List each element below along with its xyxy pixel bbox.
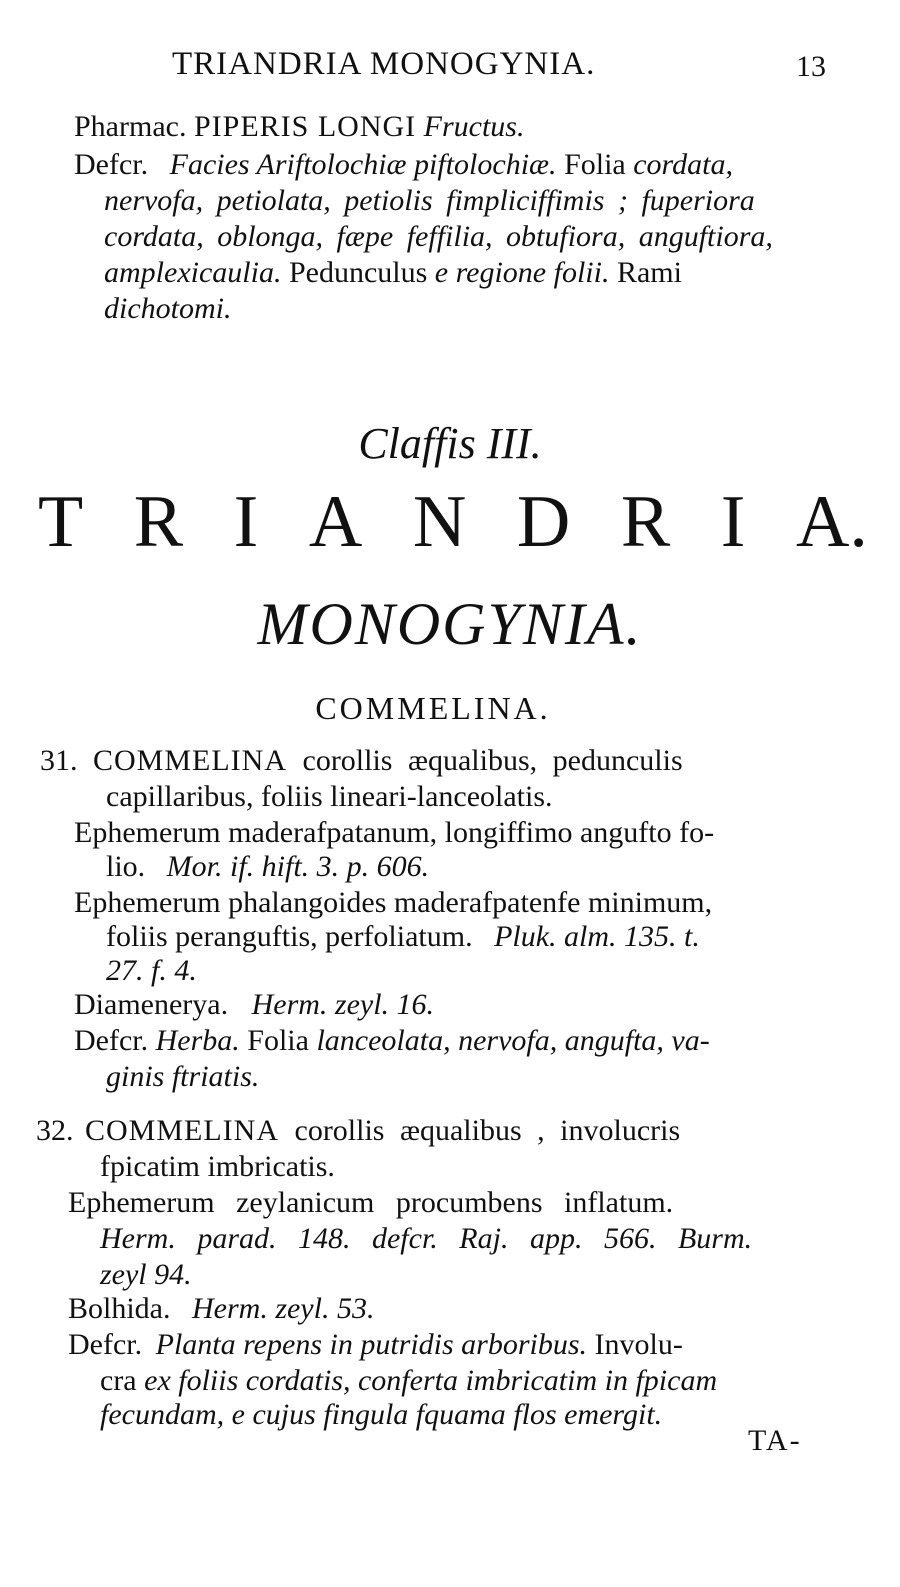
order-title: MONOGYNIA. <box>257 591 643 657</box>
entry-32-syn1-line-3: zeyl 94. <box>100 1258 192 1291</box>
genus-heading: COMMELINA. <box>315 690 551 726</box>
entry-31-syn3: Diamenerya. Herm. zeyl. 16. <box>74 988 435 1021</box>
catchword: TA- <box>748 1424 802 1457</box>
title-letter: N <box>412 481 467 563</box>
title-letter: A <box>308 481 363 563</box>
triandria-title <box>38 480 868 565</box>
title-letter: I <box>233 481 259 563</box>
entry-32-syn2: Bolhida. Herm. zeyl. 53. <box>68 1292 375 1325</box>
entry-31-syn2-line-3: 27. f. 4. <box>106 954 197 987</box>
entry-31-syn1-line-1: Ephemerum maderafpatanum, longiffimo angufto fo- <box>74 816 715 849</box>
entry-32-syn1-line-2: Herm. parad. 148. defcr. Raj. app. 566. Burm. <box>100 1222 753 1255</box>
title-letter: R <box>133 481 184 563</box>
entry-31-syn2-line-1: Ephemerum phalangoides maderafpatenfe minimum, <box>74 886 713 919</box>
entry-31-syn2-line-2: foliis peranguftis, perfoliatum. Pluk. alm. 135. t. <box>106 920 700 953</box>
pharmac-line: Pharmac. PIPERIS LONGI Fructus. <box>74 110 525 143</box>
title-letter: I <box>720 481 746 563</box>
entry-32-descr-line-3: fecundam, e cujus fingula fquama flos emergit. <box>100 1398 663 1431</box>
title-letter: D <box>516 481 571 563</box>
title-letter: A. <box>795 481 868 563</box>
entry-32-descr-line-1: Defcr. Planta repens in putridis arboribus. Involu- <box>68 1328 683 1361</box>
descr-line-1: Defcr. Facies Ariftolochiæ piftolochiæ. Folia cordata, <box>74 148 733 181</box>
entry-31-line-1: 31. COMMELINA corollis æqualibus, pedunculis <box>40 744 683 777</box>
entry-31-descr-line-1: Defcr. Herba. Folia lanceolata, nervofa, angufta, va- <box>74 1024 710 1057</box>
entry-31-descr-line-2: ginis ftriatis. <box>106 1060 260 1093</box>
class-title: Claffis III. <box>358 419 542 468</box>
descr-line-5: dichotomi. <box>104 292 232 325</box>
entry-32-syn1-line-1: Ephemerum zeylanicum procumbens inflatum. <box>68 1186 674 1219</box>
descr-line-4: amplexicaulia. Pedunculus e regione folii. Rami <box>104 256 682 289</box>
page-number: 13 <box>796 50 826 83</box>
entry-32-descr-line-2: cra ex foliis cordatis, conferta imbricatim in fpicam <box>100 1364 718 1397</box>
title-letter: R <box>620 481 671 563</box>
descr-line-2: nervofa, petiolata, petiolis fimpliciffimis ; fuperiora <box>104 184 755 217</box>
entry-31-line-2: capillaribus, foliis lineari-lanceolatis. <box>106 780 553 813</box>
entry-32-line-2: fpicatim imbricatis. <box>100 1150 335 1183</box>
entry-32-line-1: 32. COMMELINA corollis æqualibus , involucris <box>36 1114 681 1147</box>
running-title: TRIANDRIA MONOGYNIA. <box>172 46 596 82</box>
descr-line-3: cordata, oblonga, fæpe feffilia, obtufiora, anguftiora, <box>104 220 773 253</box>
entry-31-syn1-line-2: lio. Mor. if. hift. 3. p. 606. <box>106 850 430 883</box>
title-letter: T <box>38 481 84 563</box>
